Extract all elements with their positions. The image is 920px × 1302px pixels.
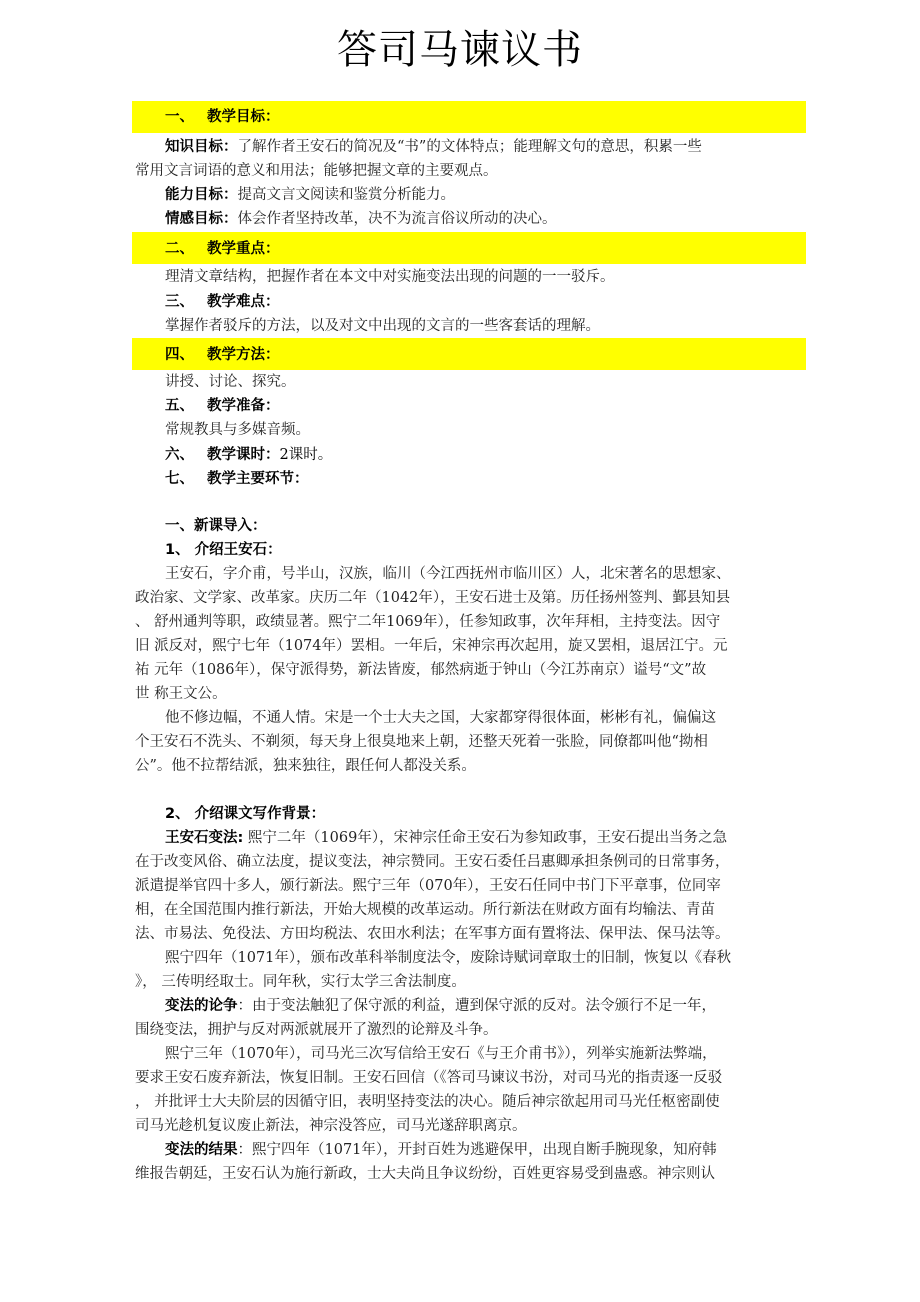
knowledge-goal-text: 了解作者王安石的简况及“书”的文体特点；能理解文句的意思，积累一些 xyxy=(237,139,702,155)
key-point-text: 理清文章结构，把握作者在本文中对实施变法出现的问题的一一驳斥。 xyxy=(165,269,615,285)
section-label: 教学主要环节： xyxy=(207,471,309,487)
result-text: ：熙宁四年（1071年），开封百姓为逃避保甲，出现自断手腕现象，知府韩 xyxy=(237,1142,717,1158)
reform-line: 在于改变风俗、确立法度，提议变法，神宗赞同。王安石委任吕惠卿承担条例司的日常事务， xyxy=(135,854,730,870)
knowledge-goal-cont: 常用文言词语的意义和用法；能够把握文章的主要观点。 xyxy=(135,163,498,179)
exam-line: 熙宁四年（1071年），颁布改革科举制度法令，废除诗赋词章取士的旧制，恢复以《春秋 xyxy=(165,950,732,966)
preparation-text: 常规教具与多媒音频。 xyxy=(165,422,310,438)
section-label: 教学课时： xyxy=(207,447,280,463)
section-number: 三、 xyxy=(165,294,194,310)
debate-line xyxy=(135,996,835,1016)
section-heading-preparation xyxy=(165,396,835,416)
intro-sub1: 1、 介绍王安石： xyxy=(165,542,282,558)
section-heading-difficulty xyxy=(165,292,835,312)
knowledge-goal xyxy=(135,137,835,157)
section-heading-goals xyxy=(165,107,835,127)
bio-line: 王安石，字介甫，号半山，汉族，临川（今江西抚州市临川区）人，北宋著名的思想家、 xyxy=(165,566,731,582)
section-heading-hours xyxy=(165,445,835,465)
section-number: 一、 xyxy=(165,109,194,125)
ability-goal xyxy=(135,185,835,205)
intro-heading: 一、新课导入： xyxy=(165,518,267,534)
result-line: 维报告朝廷，王安石认为施行新政，士大夫尚且争议纷纷，百姓更容易受到蛊惑。神宗则认 xyxy=(135,1166,715,1182)
section-label: 教学目标： xyxy=(207,109,280,125)
section-number: 四、 xyxy=(165,347,194,363)
document-title: 答司马谏议书 xyxy=(337,27,583,73)
result-line xyxy=(135,1140,835,1160)
character-line: 公”。他不拉帮结派，独来独往，跟任何人都没关系。 xyxy=(135,758,476,774)
reform-line: 派遣提举官四十多人，颁行新法。熙宁三年（070年），王安石任同中书门下平章事，位同宰 xyxy=(135,878,721,894)
reform-line: 法、市易法、免役法、方田均税法、农田水利法；在军事方面有置将法、保甲法、保马法等。 xyxy=(135,926,730,942)
section-number: 七、 xyxy=(165,471,194,487)
section-number: 六、 xyxy=(165,447,194,463)
section-label: 教学重点： xyxy=(207,241,280,257)
section-label: 教学难点： xyxy=(207,294,280,310)
bio-line: 祐 元年（1086年），保守派得势，新法皆废，郁然病逝于钟山（今江苏南京）谥号“文”故 xyxy=(135,662,707,678)
section-label: 教学准备： xyxy=(207,398,280,414)
section-heading-main-steps xyxy=(165,469,835,489)
letter-line: 要求王安石废弃新法，恢复旧制。王安石回信（《答司马谏议书汾，对司马光的指责逐一反驳 xyxy=(135,1070,723,1086)
ability-goal-label: 能力目标： xyxy=(165,187,238,203)
difficulty-text: 掌握作者驳斥的方法，以及对文中出现的文言的一些客套话的理解。 xyxy=(165,318,600,334)
exam-line: 》， 三传明经取士。同年秋，实行太学三舍法制度。 xyxy=(135,974,466,990)
emotion-goal-text: 体会作者坚持改革，决不为流言俗议所动的决心。 xyxy=(237,211,557,227)
letter-line: 司马光趁机复议废止新法，神宗没答应，司马光遂辞职离京。 xyxy=(135,1118,527,1134)
debate-text: ：由于变法触犯了保守派的利益，遭到保守派的反对。法令颁行不足一年， xyxy=(237,998,716,1014)
reform-line xyxy=(135,828,835,848)
character-line: 个王安石不洗头、不剃须，每天身上很臭地来上朝，还整天死着一张脸，同僚都叫他“拗相 xyxy=(135,734,708,750)
emotion-goal xyxy=(135,209,835,229)
ability-goal-text: 提高文言文阅读和鉴赏分析能力。 xyxy=(237,187,455,203)
section-heading-key-point xyxy=(165,239,835,259)
section-heading-method xyxy=(165,345,835,365)
bio-line: 旧 派反对，熙宁七年（1074年）罢相。一年后，宋神宗再次起用，旋又罢相，退居江宁。元 xyxy=(135,638,728,654)
section-number: 二、 xyxy=(165,241,194,257)
intro-sub2: 2、 介绍课文写作背景： xyxy=(165,806,326,822)
letter-line: 熙宁三年（1070年），司马光三次写信给王安石《与王介甫书》），列举实施新法弊端， xyxy=(165,1046,717,1062)
letter-line: ， 并批评士大夫阶层的因循守旧，表明坚持变法的决心。随后神宗欲起用司马光任枢密副使 xyxy=(135,1094,720,1110)
hours-value: 2课时。 xyxy=(279,447,333,463)
result-label: 变法的结果 xyxy=(165,1142,238,1158)
debate-line: 围绕变法，拥护与反对两派就展开了激烈的论辩及斗争。 xyxy=(135,1022,498,1038)
method-text: 讲授、讨论、探究。 xyxy=(165,374,296,390)
debate-label: 变法的论争 xyxy=(165,998,238,1014)
section-number: 五、 xyxy=(165,398,194,414)
character-line: 他不修边幅，不通人情。宋是一个士大夫之国，大家都穿得很体面，彬彬有礼，偏偏这 xyxy=(165,710,716,726)
reform-text: 熙宁二年（1069年），宋神宗任命王安石为参知政事，王安石提出当务之急 xyxy=(243,830,728,846)
bio-line: 世 称王文公。 xyxy=(135,686,227,702)
knowledge-goal-label: 知识目标： xyxy=(165,139,238,155)
reform-line: 相，在全国范围内推行新法，开始大规模的改革运动。所行新法在财政方面有均输法、青苗 xyxy=(135,902,715,918)
bio-line: 政治家、文学家、改革家。庆历二年（1042年），王安石进士及第。历任扬州签判、鄞县知县 xyxy=(135,590,731,606)
section-label: 教学方法： xyxy=(207,347,280,363)
bio-line: 、 舒州通判等职，政绩显著。熙宁二年1069年），任参知政事，次年拜相，主持变法。因守 xyxy=(135,614,721,630)
reform-label: 王安石变法: xyxy=(165,830,244,846)
emotion-goal-label: 情感目标： xyxy=(165,211,238,227)
